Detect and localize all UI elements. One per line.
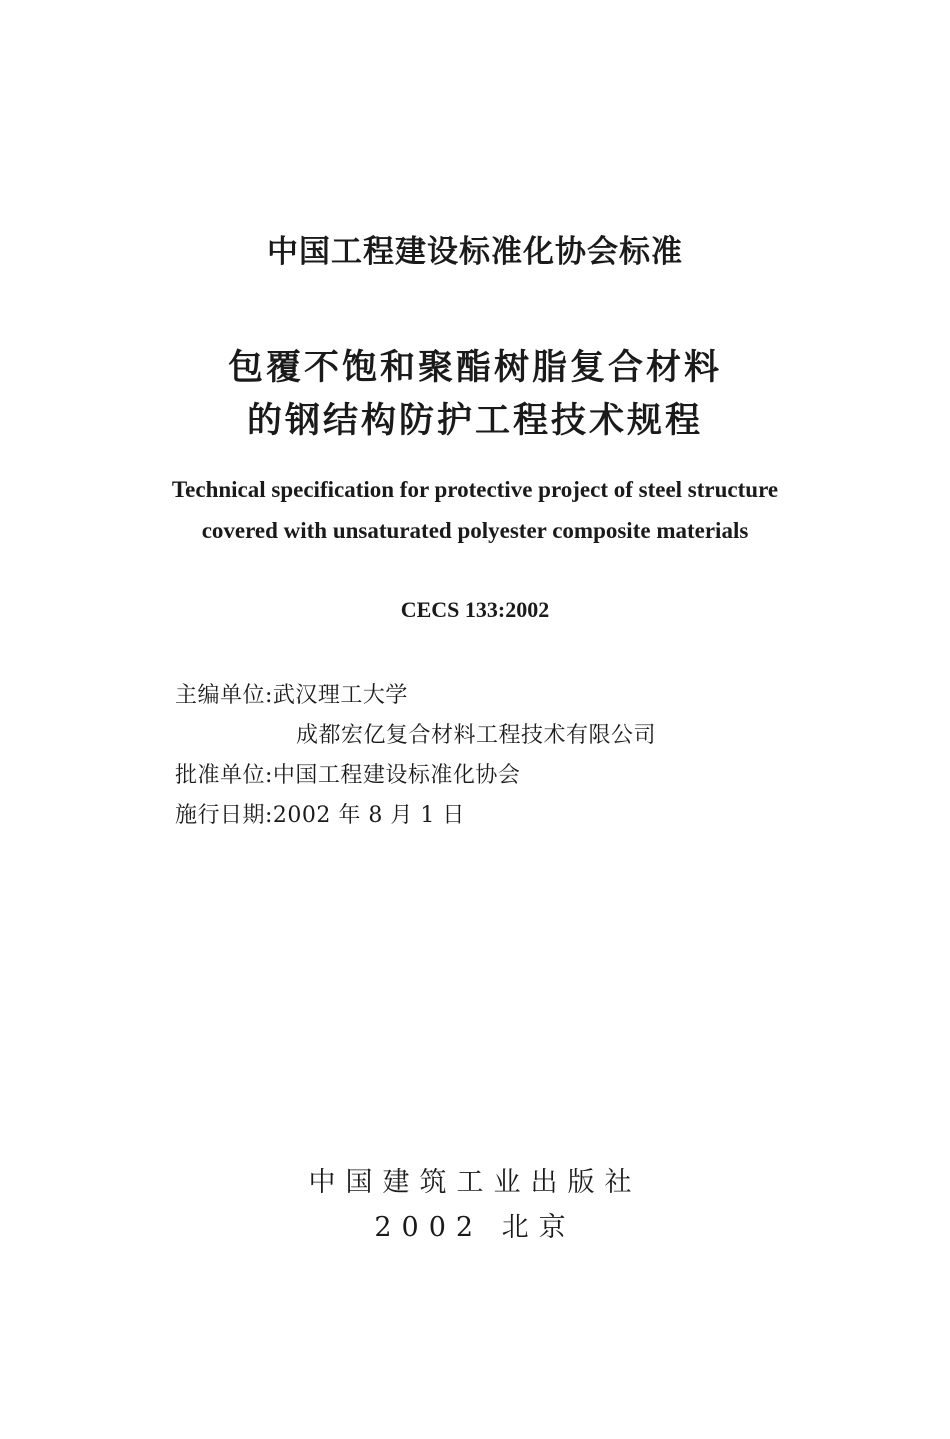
standard-series: 中国工程建设标准化协会标准 <box>267 234 683 270</box>
publication-place-year: 2002 北京 <box>374 1212 576 1243</box>
editor-unit-line2: 成都宏亿复合材料工程技术有限公司 <box>296 723 657 748</box>
effective-date: 施行日期:2002 年 8 月 1 日 <box>175 803 465 828</box>
title-cn-line2: 的钢结构防护工程技术规程 <box>246 401 703 441</box>
title-en-line1: Technical specification for protective project of steel structure <box>171 477 779 502</box>
publisher-name: 中国建筑工业出版社 <box>308 1167 642 1198</box>
title-en-line2: covered with unsaturated polyester composite materials <box>201 518 749 543</box>
approver-unit: 批准单位:中国工程建设标准化协会 <box>175 763 521 788</box>
title-cn-line1: 包覆不饱和聚酯树脂复合材料 <box>227 348 722 388</box>
standard-code: CECS 133:2002 <box>400 597 550 622</box>
editor-unit-line1: 主编单位:武汉理工大学 <box>175 683 408 708</box>
